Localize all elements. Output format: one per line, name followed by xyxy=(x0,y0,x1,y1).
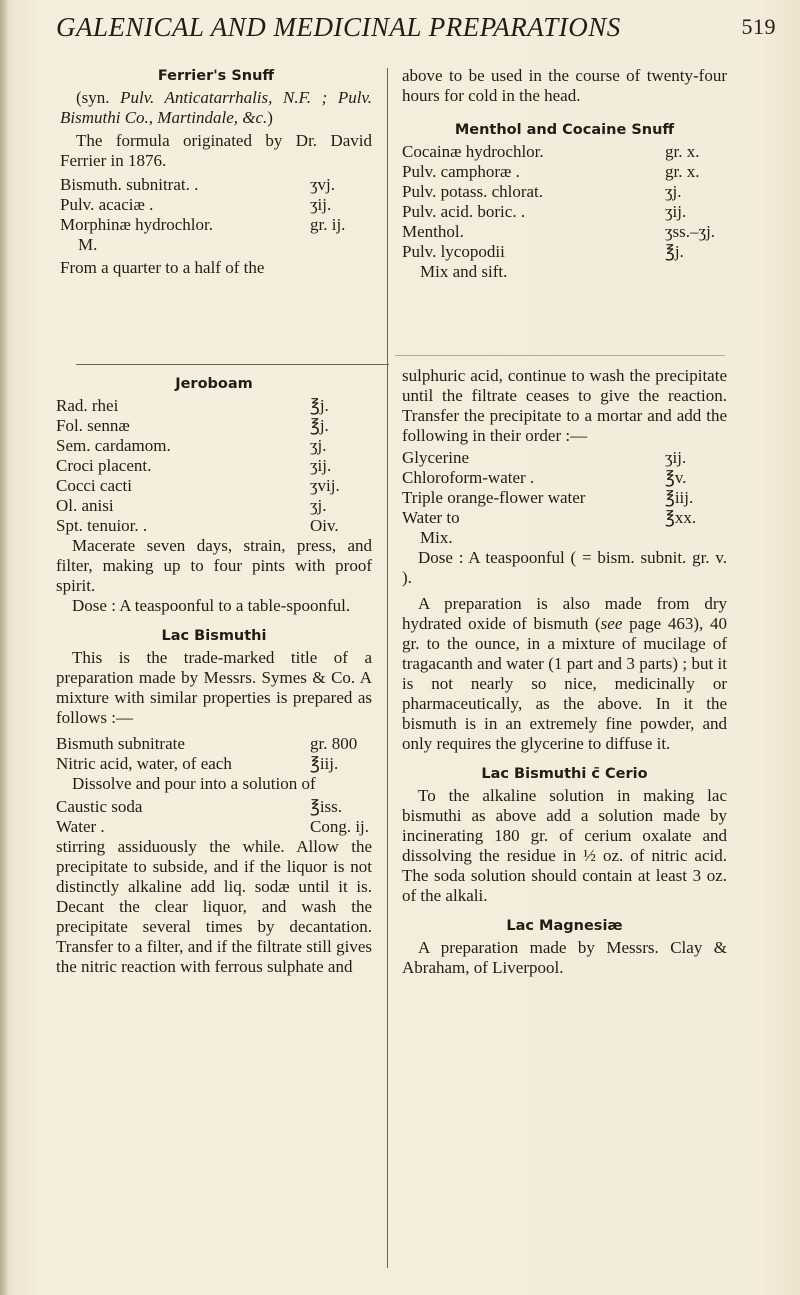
ingredient-row: Cocci cacti ʒvij. xyxy=(56,476,340,495)
ferrier-direction-start: From a quarter to a half of the xyxy=(60,258,265,277)
ingredient-row: Pulv. acid. boric. . ʒij. xyxy=(402,202,687,221)
ingredient-row: Water . Cong. ij. xyxy=(56,817,370,836)
section-rule xyxy=(76,364,389,365)
jeroboam-heading: Jeroboam xyxy=(175,376,253,392)
lac-bismuthi-dissolve: Dissolve and pour into a solution of xyxy=(72,774,316,793)
ingredient-row: Water to ℥xx. xyxy=(402,508,697,527)
ferrier-intro: The formula originated by Dr. David Ferrier in 1876. xyxy=(60,131,372,170)
ingredient-row: Menthol. ʒss.–ʒj. xyxy=(402,222,716,241)
ingredient-row: Chloroform-water . ℥v. xyxy=(402,468,687,487)
lac-bismuthi-note: A preparation is also made from dry hydrated oxide of bismuth (see page 463), 40 gr. to the ounce, in a mixture of mucilage of tragacanth and water (1 part and 3 parts) ; but it is not nearly so nice, medicinally or pharmaceutically, as the above. In it the bismuth is in an extremely fine powder, and only requires the glycerine to diffuse it. xyxy=(402,594,727,753)
section-rule-right xyxy=(395,355,725,356)
mix-instruction: M. xyxy=(78,235,98,254)
ingredient-row: Rad. rhei ℥j. xyxy=(56,396,329,415)
right-bottom-section xyxy=(402,366,727,978)
lac-bismuthi-method-continued: sulphuric acid, continue to wash the precipitate until the filtrate ceases to give the reaction. Transfer the precipitate to a mortar and add the following in their order :— xyxy=(402,366,727,445)
ingredient-row: Croci placent. ʒij. xyxy=(56,456,332,475)
ingredient-row: Pulv. camphoræ . gr. x. xyxy=(402,162,700,181)
lac-magnesiae-text: A preparation made by Messrs. Clay & Abraham, of Liverpool. xyxy=(402,938,727,977)
menthol-heading: Menthol and Cocaine Snuff xyxy=(454,122,675,138)
mix-instruction: Mix. xyxy=(420,528,453,547)
lac-bismuthi-dose: Dose : A teaspoonful ( = bism. subnit. gr. v. ). xyxy=(402,548,727,587)
ingredient-row: Cocainæ hydrochlor. gr. x. xyxy=(402,142,700,161)
ferrier-direction-end: above to be used in the course of twenty-four hours for cold in the head. xyxy=(402,66,727,105)
left-bottom-section xyxy=(56,374,372,977)
ingredient-row: Caustic soda ℥iss. xyxy=(56,797,343,816)
lac-cerio-text: To the alkaline solution in making lac bismuthi as above add a solution made by incinerating 180 gr. of cerium oxalate and dissolving the residue in ½ oz. of nitric acid. The soda solution should contain at least 3 oz. of the alkali. xyxy=(402,786,727,905)
ingredient-row: Morphinæ hydrochlor. gr. ij. xyxy=(60,215,346,234)
jeroboam-method: Macerate seven days, strain, press, and filter, making up to four pints with proof spirit. xyxy=(56,536,372,595)
jeroboam-dose: Dose : A teaspoonful to a table-spoonful. xyxy=(72,596,351,615)
page-number: 519 xyxy=(741,14,776,39)
ingredient-row: Bismuth. subnitrat. . ʒvj. xyxy=(60,175,336,194)
ingredient-row: Glycerine ʒij. xyxy=(402,448,687,467)
lac-bismuthi-method: stirring assiduously the while. Allow the precipitate to subside, and if the liquor is not distinctly alkaline add liq. sodæ until it is. Decant the clear liquor, and wash the precipitate several times by decantation. Transfer to a filter, and if the filtrate still gives the nitric reaction with ferrous sulphate and xyxy=(56,837,372,976)
ferrier-synonyms: (syn. Pulv. Anticatarrhalis, N.F. ; Pulv. Bismuthi Co., Martindale, &c.) xyxy=(60,88,372,127)
ingredient-row: Pulv. lycopodii ℥j. xyxy=(402,242,684,261)
column-divider xyxy=(387,68,388,1268)
ingredient-row: Spt. tenuior. . Oiv. xyxy=(56,516,339,535)
ingredient-row: Fol. sennæ ℥j. xyxy=(56,416,329,435)
lac-magnesiae-heading: Lac Magnesiæ xyxy=(506,918,623,934)
ingredient-row: Pulv. acaciæ . ʒij. xyxy=(60,195,332,214)
ingredient-row: Bismuth subnitrate gr. 800 xyxy=(56,734,358,753)
ingredient-row: Ol. anisi ʒj. xyxy=(56,496,327,515)
ferrier-section xyxy=(60,66,372,278)
lac-bismuthi-intro: This is the trade-marked title of a preparation made by Messrs. Symes & Co. A mixture with similar properties is prepared as follows :— xyxy=(56,648,372,727)
ingredient-row: Triple orange-flower water ℥iij. xyxy=(402,488,694,507)
ferrier-heading: Ferrier's Snuff xyxy=(157,68,275,84)
running-head-title: GALENICAL AND MEDICINAL PREPARATIONS xyxy=(56,12,621,42)
ingredient-row: Sem. cardamom. ʒj. xyxy=(56,436,327,455)
mix-instruction: Mix and sift. xyxy=(420,262,508,281)
binding-shadow xyxy=(0,0,8,1295)
right-top-section xyxy=(402,66,727,282)
running-head xyxy=(56,12,776,43)
ingredient-row: Pulv. potass. chlorat. ʒj. xyxy=(402,182,682,201)
lac-bismuthi-heading: Lac Bismuthi xyxy=(161,628,267,644)
lac-cerio-heading: Lac Bismuthi c̄ Cerio xyxy=(481,766,648,782)
ingredient-row: Nitric acid, water, of each ℥iij. xyxy=(56,754,339,773)
